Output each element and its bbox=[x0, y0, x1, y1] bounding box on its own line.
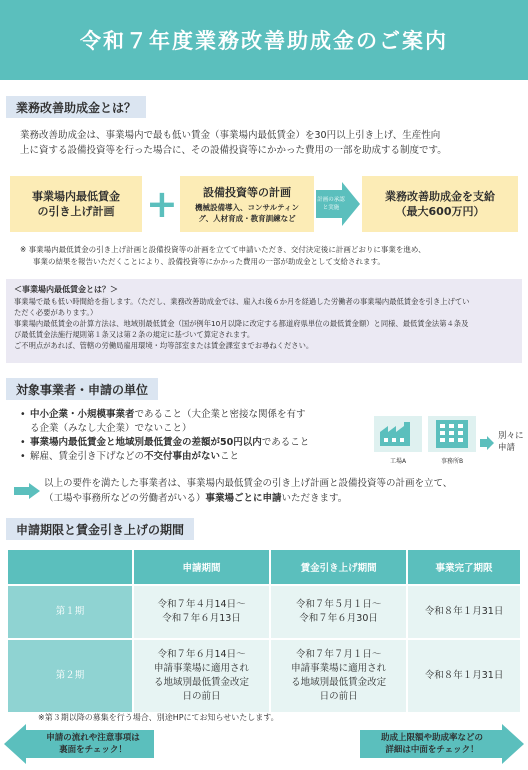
arrow-right-icon bbox=[14, 483, 40, 499]
table-cell: 令和７年７月１日～ 申請事業場に適用され る地域別最低賃金改定 日の前日 bbox=[270, 639, 407, 713]
requirement-item: • 中小企業・小規模事業者であること（大企業と密接な関係を有す る企業（みなし大企業）でないこと） bbox=[20, 408, 360, 436]
intro-line-2: 上に資する設備投資等を行った場合に、その設備投資等にかかった費用の一部を助成する制度です。 bbox=[20, 145, 447, 156]
table-cell: 令和７年５月１日～ 令和７年６月30日 bbox=[270, 585, 407, 639]
section-heading-about: 業務改善助成金とは？ bbox=[6, 96, 146, 118]
note-title: ＜事業場内最低賃金とは？＞ bbox=[14, 285, 118, 294]
office-label: 事務所B bbox=[440, 458, 464, 465]
table-cell: 令和８年１月31日 bbox=[407, 639, 521, 713]
separate-label-2: 申請 bbox=[498, 443, 516, 453]
wage-plan-line-1: 事業場内最低賃金 bbox=[32, 190, 120, 203]
footnote-line-1: ※ 事業場内最低賃金の引き上げ計画と設備投資等の計画を立てて申請いただき、交付決定後に計画どおりに事業を進め、 bbox=[20, 245, 426, 254]
inner-page-text-2[interactable]: 詳細は中面をチェック！ bbox=[385, 745, 479, 755]
table-cell: 令和８年１月31日 bbox=[407, 585, 521, 639]
apply-line-2: （工場や事務所などの労働者がいる）事業場ごとに申請いただきます。 bbox=[44, 493, 348, 504]
factory-icon bbox=[374, 416, 422, 465]
approval-label-2: と実施 bbox=[322, 205, 340, 211]
wage-plan-line-2: の引き上げ計画 bbox=[37, 205, 115, 218]
page-title: 令和７年度業務改善助成金のご案内 bbox=[80, 29, 448, 53]
column-header: 賃金引き上げ期間 bbox=[270, 549, 407, 585]
schedule-footnote: ※第３期以降の募集を行う場合、別途HPにてお知らせいたします。 bbox=[38, 713, 279, 722]
requirement-item: • 事業場内最低賃金と地域別最低賃金の差額が50円以内であること bbox=[20, 436, 360, 450]
table-cell: 令和７年６月14日～ 申請事業場に適用され る地域別最低賃金改定 日の前日 bbox=[133, 639, 270, 713]
investment-plan-box bbox=[180, 176, 314, 232]
row-label: 第１期 bbox=[7, 585, 133, 639]
separate-label-1: 別々に bbox=[498, 431, 524, 441]
note-line: ご不明点があれば、管轄の労働局雇用環境・均等部室または賃金課室までお尋ねください。 bbox=[14, 341, 314, 350]
requirements-list bbox=[20, 408, 360, 464]
office-icon bbox=[428, 416, 476, 465]
table-row bbox=[7, 639, 521, 713]
subsidy-line-1: 業務改善助成金を支給 bbox=[385, 190, 495, 203]
investment-plan-title: 設備投資等の計画 bbox=[203, 185, 291, 199]
back-page-text-2[interactable]: 裏面をチェック！ bbox=[59, 745, 127, 755]
plus-icon: + bbox=[146, 182, 178, 226]
table-header-row bbox=[7, 549, 521, 585]
note-line: 事業場内最低賃金の計算方法は、地域別最低賃金（国が例年10月以降に改定する都道府県単位の最低賃金額）と同様、最低賃金法第４条及 bbox=[14, 319, 469, 328]
min-wage-note bbox=[6, 279, 522, 363]
investment-plan-sub-2: グ、人材育成・教育訓練など bbox=[198, 213, 296, 223]
section-heading-eligibility: 対象事業者・申請の単位 bbox=[6, 378, 158, 400]
column-header: 事業完了期限 bbox=[407, 549, 521, 585]
apply-line-1: 以上の要件を満たした事業者は、事業場内最低賃金の引き上げ計画と設備投資等の計画を立て、 bbox=[44, 478, 453, 489]
title-banner bbox=[0, 0, 528, 80]
wage-plan-box bbox=[10, 176, 142, 232]
note-line: び最低賃金法施行規則第１条又は第２条の規定に基づいて算定されます。 bbox=[14, 330, 255, 339]
section-heading-schedule: 申請期限と賃金引き上げの期間 bbox=[6, 518, 194, 540]
row-label: 第２期 bbox=[7, 639, 133, 713]
requirement-item: • 解雇、賃金引き下げなどの不交付事由がないこと bbox=[20, 450, 360, 464]
investment-plan-sub-1: 機械設備導入、コンサルティン bbox=[194, 202, 300, 212]
factory-label: 工場A bbox=[389, 458, 407, 465]
subsidy-line-2: （最大600万円） bbox=[395, 205, 485, 218]
footnote-line-2: 事業の結果を報告いただくことにより、設備投資等にかかった費用の一部が助成金として支給されます。 bbox=[33, 257, 385, 266]
approval-label-1: 計画の承認 bbox=[317, 197, 345, 203]
note-line: 事業場で最も低い時間給を指します。（ただし、業務改善助成金では、雇入れ後６か月を経過した労働者の事業場内最低賃金を引き上げてい bbox=[14, 297, 470, 306]
arrow-right-icon bbox=[480, 436, 494, 450]
schedule-table bbox=[6, 548, 522, 714]
intro-line-1: 業務改善助成金は、事業場内で最も低い賃金（事業場内最低賃金）を30円以上引き上げ、生産性向 bbox=[20, 130, 441, 141]
column-header: 申請期間 bbox=[133, 549, 270, 585]
table-cell: 令和７年４月14日～ 令和７年６月13日 bbox=[133, 585, 270, 639]
table-row bbox=[7, 585, 521, 639]
table-corner bbox=[7, 549, 133, 585]
subsidy-box bbox=[362, 176, 518, 232]
inner-page-text-1[interactable]: 助成上限額や助成率などの bbox=[380, 733, 483, 743]
back-page-text-1[interactable]: 申請の流れや注意事項は bbox=[46, 733, 140, 743]
note-line: ただく必要があります。） bbox=[14, 308, 98, 317]
